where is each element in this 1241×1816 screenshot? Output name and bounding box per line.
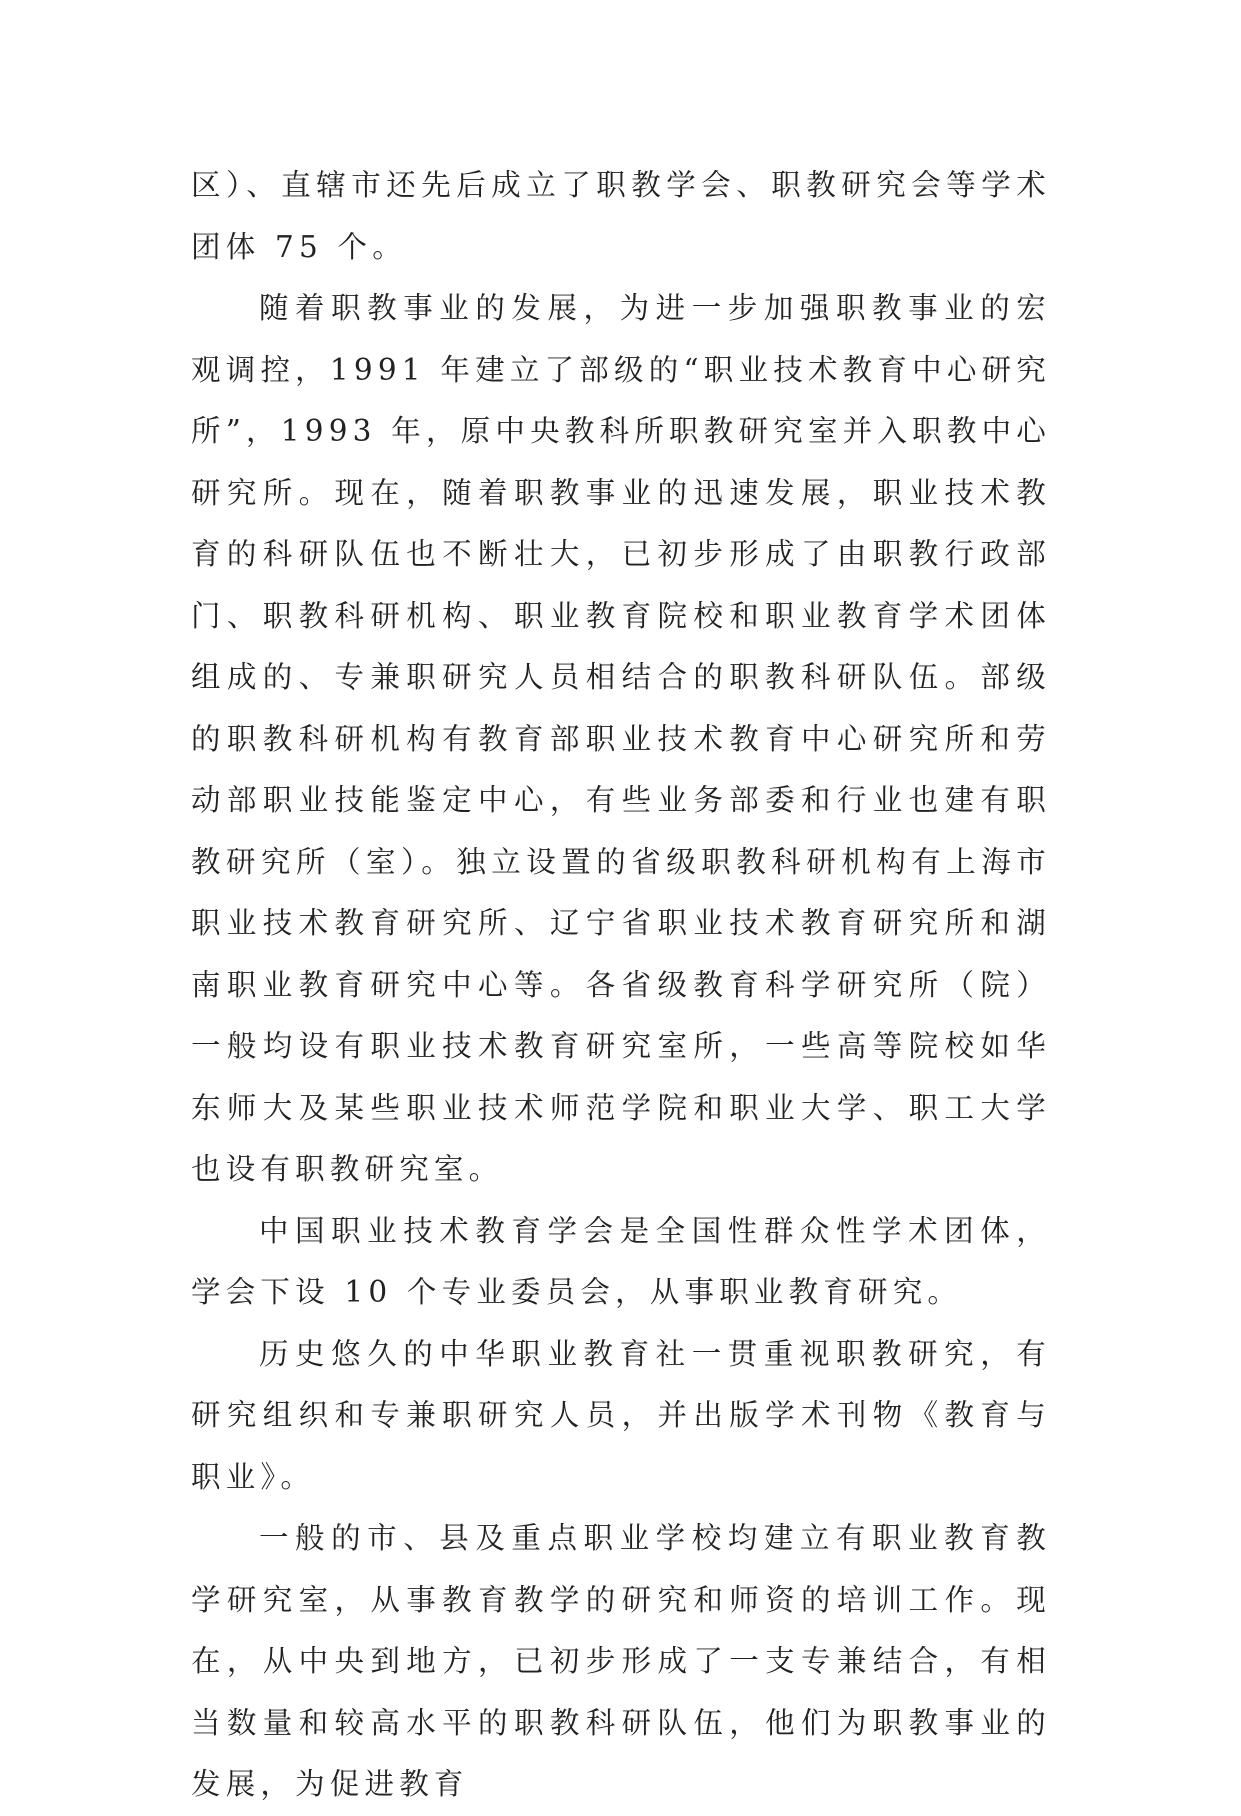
paragraph-local-research-offices: 一般的市、县及重点职业学校均建立有职业教育教学研究室，从事教育教学的研究和师资的培训工作。现在，从中央到地方，已初步形成了一支专兼结合，有相当数量和较高水平的职教科研队伍，他们为职教事业的发展，为促进教育 — [191, 1521, 1051, 1801]
paragraph-continuation: 区）、直辖市还先后成立了职教学会、职教研究会等学术团体 75 个。 — [191, 168, 1051, 264]
document-body — [191, 155, 1051, 1816]
paragraph-vocational-education-association: 历史悠久的中华职业教育社一贯重视职教研究，有研究组织和专兼职研究人员，并出版学术刊物《教育与职业》。 — [191, 1336, 1051, 1494]
paragraph-research-team: 随着职教事业的发展，为进一步加强职教事业的宏观调控，1991 年建立了部级的“职业技术教育中心研究所”，1993 年，原中央教科所职教研究室并入职教中心研究所。现在，随着职教事业的迅速发展，职业技术教育的科研队伍也不断壮大，已初步形成了由职教行政部门、职教科研机构、职业教育院校和职业教育学术团体组成的、专兼职研究人员相结合的职教科研队伍。部级的职教科研机构有教育部职业技术教育中心研究所和劳动部职业技能鉴定中心，有些业务部委和行业也建有职教研究所（室）。独立设置的省级职教科研机构有上海市职业技术教育研究所、辽宁省职业技术教育研究所和湖南职业教育研究中心等。各省级教育科学研究所（院）一般均设有职业技术教育研究室所，一些高等院校如华东师大及某些职业技术师范学院和职业大学、职工大学也设有职教研究室。 — [191, 291, 1051, 1186]
paragraph-vocational-society: 中国职业技术教育学会是全国性群众性学术团体，学会下设 10 个专业委员会，从事职业教育研究。 — [191, 1213, 1051, 1309]
